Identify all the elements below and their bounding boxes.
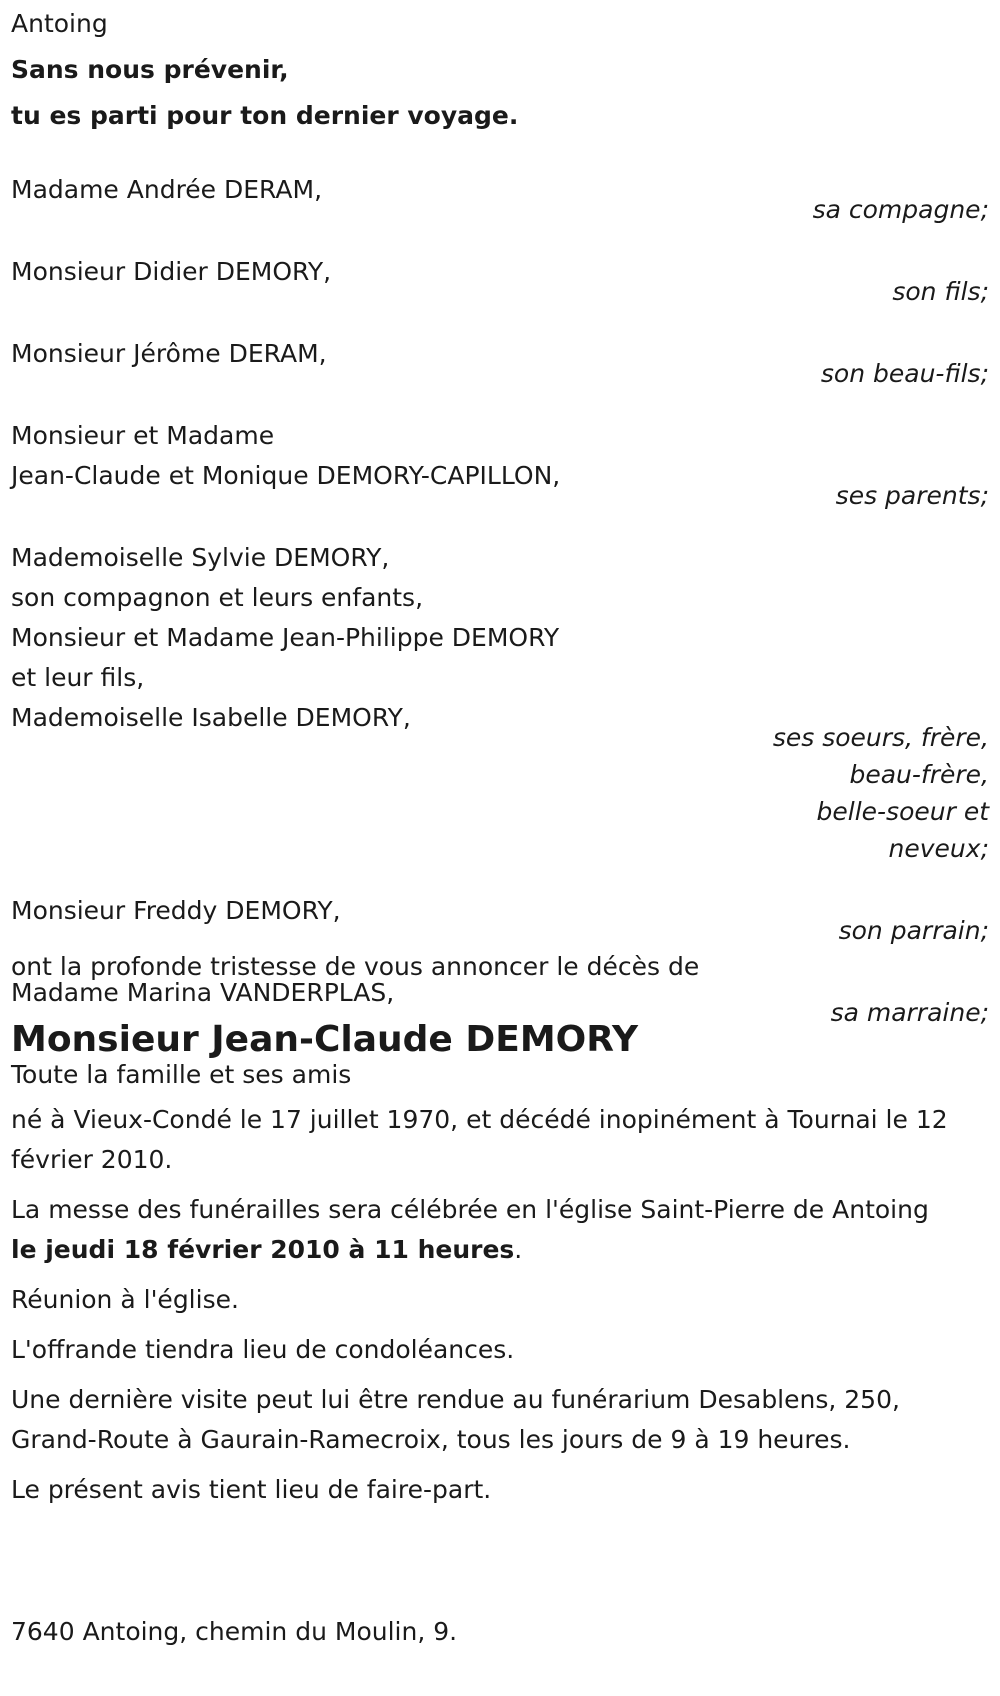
family-entry	[11, 416, 989, 516]
verse-line-1: Sans nous prévenir,	[11, 55, 289, 84]
verse-line-2: tu es parti pour ton dernier voyage.	[11, 101, 519, 130]
deceased-name: Monsieur Jean-Claude DEMORY	[11, 1019, 639, 1060]
birth-death-line: né à Vieux-Condé le 17 juillet 1970, et décédé inopinément à Tournai le 12	[11, 1105, 948, 1134]
family-entry	[11, 538, 989, 869]
mass-line: La messe des funérailles sera célébrée en l'église Saint-Pierre de Antoing	[11, 1195, 929, 1224]
header	[11, 4, 989, 136]
visit-paragraph	[11, 1380, 989, 1460]
family-relation: beau-frère,	[849, 760, 989, 789]
mass-date: le jeudi 18 février 2010 à 11 heures	[11, 1235, 515, 1264]
family-relation: sa compagne;	[812, 195, 989, 224]
family-relation: son beau-fils;	[820, 359, 989, 388]
family-relation: belle-soeur et	[816, 797, 989, 826]
family-name-line: Monsieur et Madame Jean-Philippe DEMORY	[11, 623, 560, 652]
announcement-text: ont la profonde tristesse de vous annoncer le décès de	[11, 952, 700, 981]
mass-date-end: .	[514, 1235, 523, 1264]
mass-date-line	[11, 1230, 989, 1270]
family-name-line: Monsieur Didier DEMORY,	[11, 257, 332, 286]
family-name-line: Monsieur et Madame	[11, 421, 275, 450]
birth-death-line: février 2010.	[11, 1145, 173, 1174]
visit-line: Une dernière visite peut lui être rendue au funérarium Desablens, 250,	[11, 1385, 900, 1414]
notice-text: Le présent avis tient lieu de faire-part.	[11, 1475, 492, 1504]
birth-death-paragraph	[11, 1100, 989, 1180]
family-entry	[11, 891, 989, 951]
family-entry	[11, 252, 989, 312]
location-text: Antoing	[11, 9, 108, 38]
family-entry	[11, 334, 989, 394]
family-relation: ses parents;	[835, 481, 989, 510]
family-name-line: et leur fils,	[11, 663, 145, 692]
offering-text: L'offrande tiendra lieu de condoléances.	[11, 1335, 515, 1364]
family-name-line: son compagnon et leurs enfants,	[11, 583, 424, 612]
family-name-line: Monsieur Freddy DEMORY,	[11, 896, 341, 925]
family-relation: neveux;	[888, 834, 989, 863]
family-entry	[11, 170, 989, 230]
family-relation: ses soeurs, frère,	[772, 723, 989, 752]
family-name-line: Mademoiselle Isabelle DEMORY,	[11, 703, 411, 732]
mass-paragraph	[11, 1190, 989, 1270]
address-text: 7640 Antoing, chemin du Moulin, 9.	[11, 1617, 458, 1646]
meeting-text: Réunion à l'église.	[11, 1285, 239, 1314]
family-name-line: Monsieur Jérôme DERAM,	[11, 339, 327, 368]
family-name-line: Mademoiselle Sylvie DEMORY,	[11, 543, 390, 572]
family-relation: sa marraine;	[830, 998, 989, 1027]
family-relation: son fils;	[892, 277, 989, 306]
family-relation: son parrain;	[838, 916, 989, 945]
family-name-line: Toute la famille et ses amis	[11, 1060, 352, 1089]
details	[11, 1100, 989, 1510]
family-name-line: Madame Andrée DERAM,	[11, 175, 323, 204]
family-name-line: Jean-Claude et Monique DEMORY-CAPILLON,	[11, 461, 561, 490]
family-name-line: Madame Marina VANDERPLAS,	[11, 978, 395, 1007]
visit-line: Grand-Route à Gaurain-Ramecroix, tous les jours de 9 à 19 heures.	[11, 1425, 851, 1454]
